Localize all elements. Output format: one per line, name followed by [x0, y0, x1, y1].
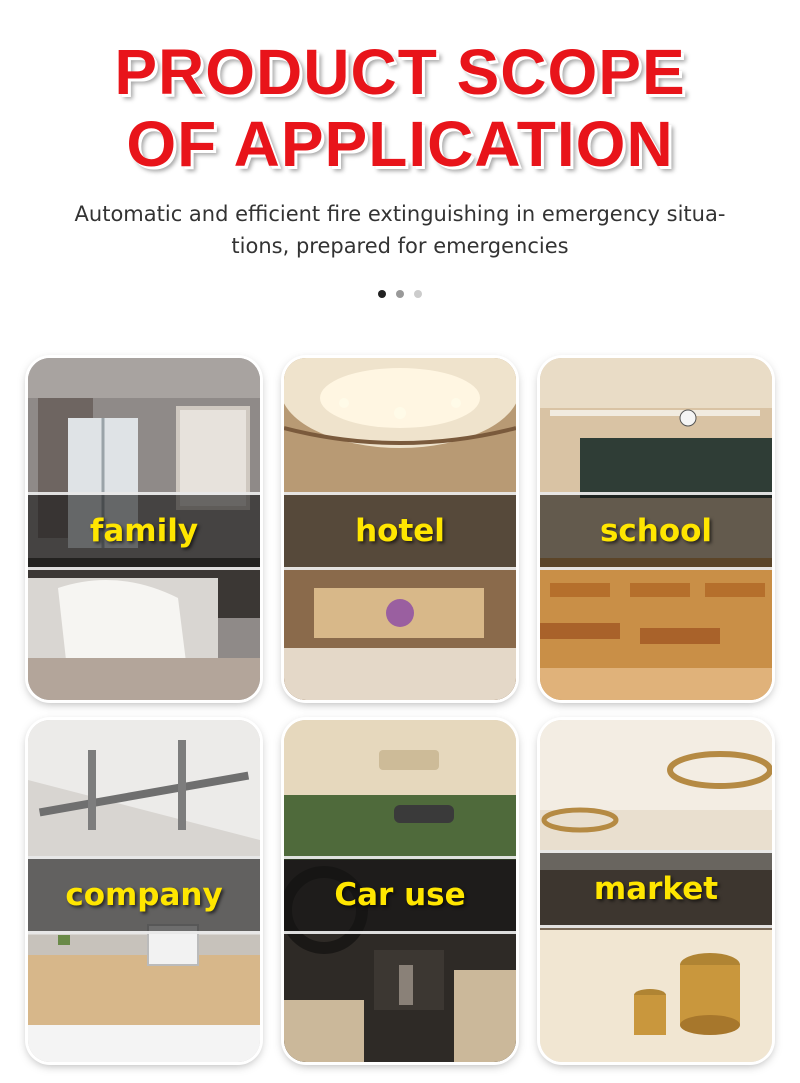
subtitle-text: Automatic and efficient fire extinguishing in emergency situa- tions, prepared for emergencies [74, 202, 726, 258]
card-hotel[interactable] [284, 358, 516, 700]
card-market[interactable] [540, 720, 772, 1062]
card-label-band [28, 492, 260, 570]
card-label-band [284, 856, 516, 934]
carousel-dot-2[interactable] [396, 290, 404, 298]
card-label-hotel: hotel [355, 513, 445, 549]
card-family[interactable] [28, 358, 260, 700]
card-label-band [284, 492, 516, 570]
carousel-dots [0, 290, 800, 298]
carousel-dot-3[interactable] [414, 290, 422, 298]
card-label-family: family [89, 513, 199, 549]
card-label-company: company [65, 877, 223, 913]
card-label-market: market [593, 871, 719, 907]
card-label-band [540, 850, 772, 928]
page-subtitle [30, 198, 770, 262]
card-company[interactable] [28, 720, 260, 1062]
card-label-car-use: Car use [334, 877, 466, 913]
card-car-use[interactable] [284, 720, 516, 1062]
card-label-school: school [599, 513, 713, 549]
carousel-dot-1[interactable] [378, 290, 386, 298]
page-title-line-1: PRODUCT SCOPE [114, 36, 686, 108]
card-school[interactable] [540, 358, 772, 700]
card-label-band [28, 856, 260, 934]
page-title-line-2: OF APPLICATION [126, 108, 674, 180]
card-label-band [540, 492, 772, 570]
